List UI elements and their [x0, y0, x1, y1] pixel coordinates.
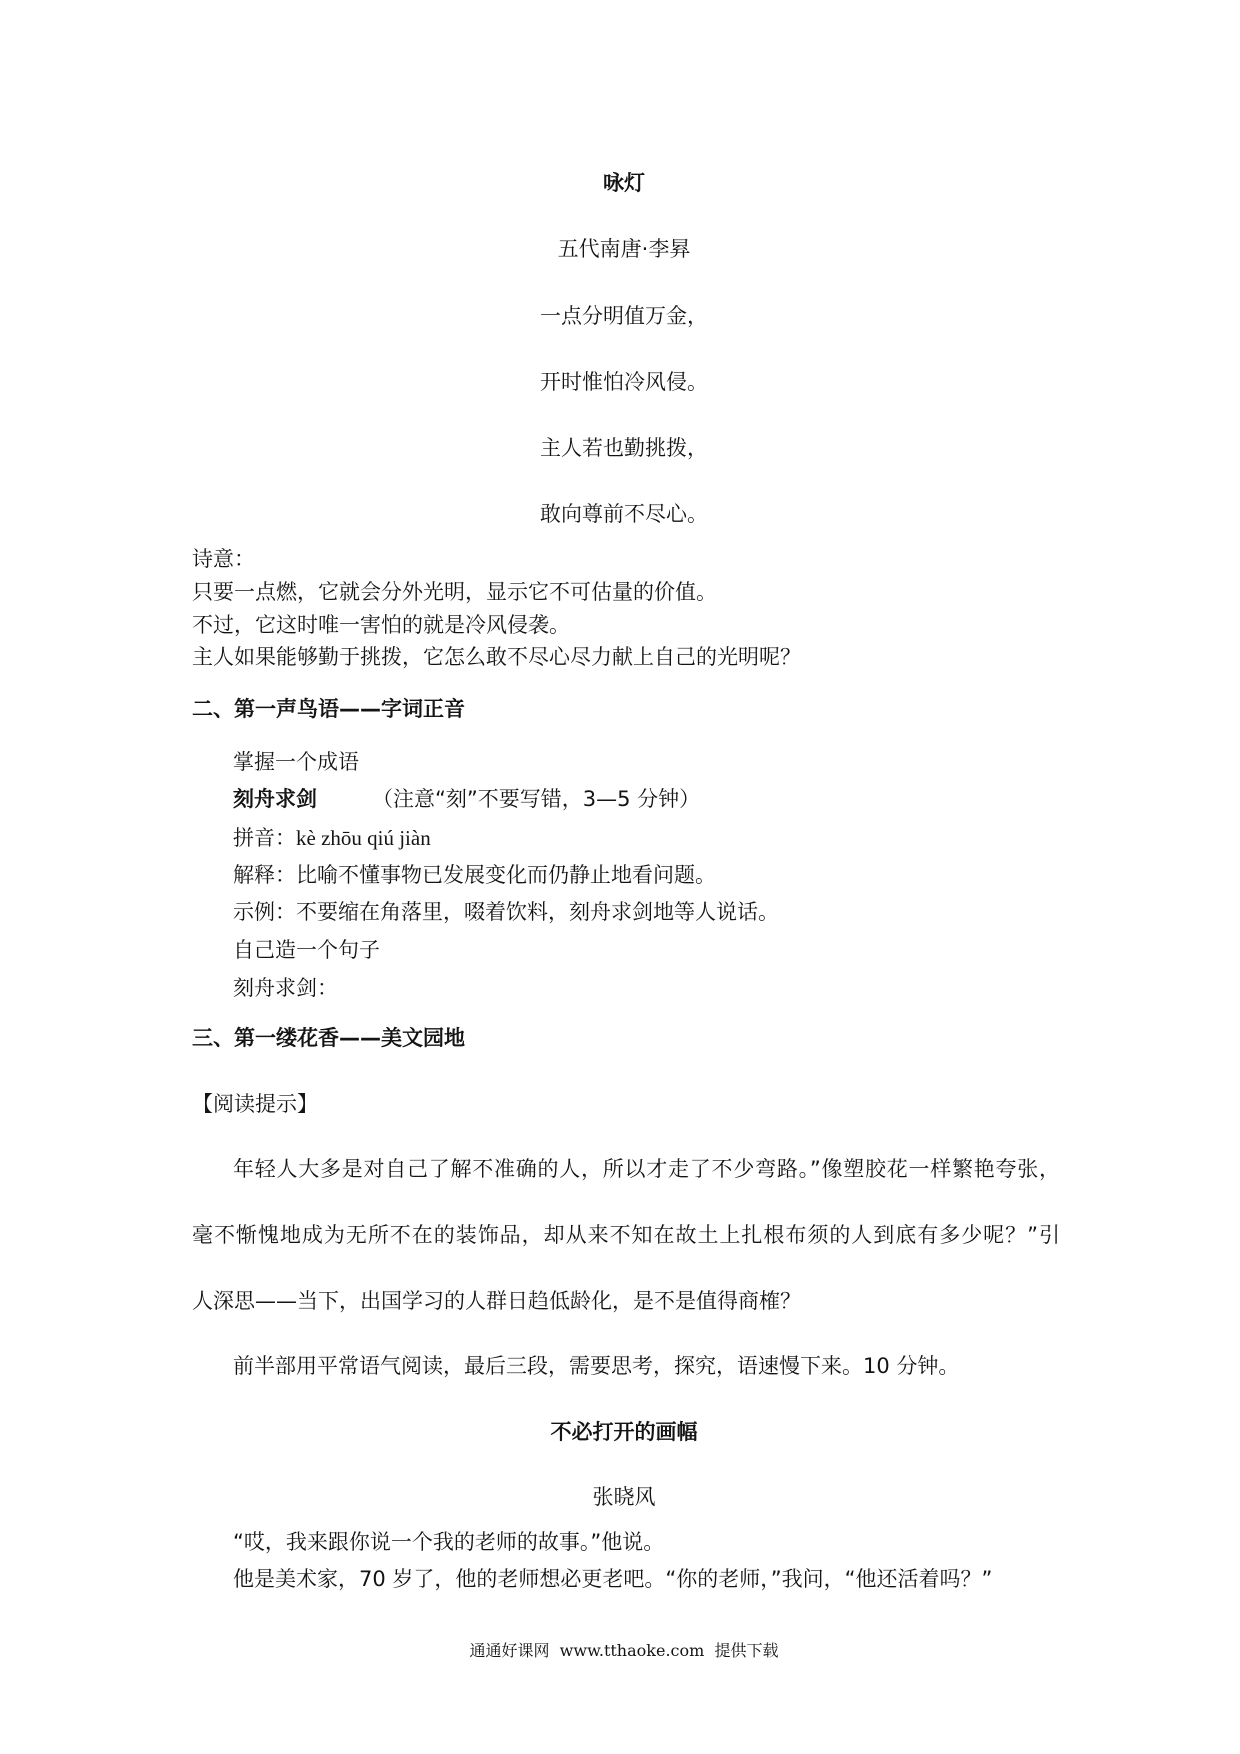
idiom-term: 刻舟求剑	[233, 787, 317, 811]
sentence-answer-label: 刻舟求剑：	[233, 976, 338, 1000]
reading-tip-line: 人深思——当下，出国学习的人群日趋低龄化，是不是值得商榷？	[192, 1289, 801, 1313]
page-footer: 通通好课网 www.tthaoke.com 提供下载	[469, 1641, 779, 1660]
poem-line: 开时惟怕冷风侵。	[540, 370, 708, 394]
idiom-explanation: 解释：比喻不懂事物已发展变化而仍静止地看问题。	[233, 863, 716, 887]
meaning-line: 只要一点燃，它就会分外光明，显示它不可估量的价值。	[192, 580, 717, 604]
article-author: 张晓风	[592, 1485, 656, 1509]
reading-tip-label: 【阅读提示】	[192, 1092, 318, 1116]
article-title: 不必打开的画幅	[550, 1420, 698, 1444]
section2-intro: 掌握一个成语	[233, 750, 359, 774]
meaning-line: 不过，它这时唯一害怕的就是冷风侵袭。	[192, 613, 570, 637]
meaning-label: 诗意：	[192, 547, 255, 571]
article-line: 他是美术家，70 岁了，他的老师想必更老吧。“你的老师，”我问，“他还活着吗？”	[233, 1567, 993, 1591]
idiom-example: 示例：不要缩在角落里，啜着饮料，刻舟求剑地等人说话。	[233, 900, 779, 924]
section3-heading: 三、第一缕花香——美文园地	[192, 1026, 465, 1050]
reading-tip-line: 年轻人大多是对自己了解不准确的人，所以才走了不少弯路。”像塑胶花一样繁艳夸张，	[233, 1157, 1060, 1181]
idiom-pinyin: 拼音：kè zhōu qiú jiàn	[233, 826, 431, 850]
poem-line: 敢向尊前不尽心。	[540, 502, 708, 526]
meaning-line: 主人如果能够勤于挑拨，它怎么敢不尽心尽力献上自己的光明呢？	[192, 645, 801, 669]
poem-title: 咏灯	[603, 171, 645, 195]
reading-instruction: 前半部用平常语气阅读，最后三段，需要思考，探究，语速慢下来。10 分钟。	[233, 1354, 960, 1378]
article-line: “哎，我来跟你说一个我的老师的故事。”他说。	[233, 1530, 665, 1554]
poem-author: 五代南唐·李昪	[557, 237, 691, 261]
section2-heading: 二、第一声鸟语——字词正音	[192, 697, 465, 721]
idiom-note: （注意“刻”不要写错，3—5 分钟）	[372, 787, 701, 811]
poem-line: 一点分明值万金，	[540, 304, 708, 328]
sentence-task: 自己造一个句子	[233, 938, 380, 962]
poem-line: 主人若也勤挑拨，	[540, 436, 708, 460]
reading-tip-line: 毫不惭愧地成为无所不在的装饰品，却从来不知在故土上扎根布须的人到底有多少呢？”引	[192, 1223, 1060, 1247]
